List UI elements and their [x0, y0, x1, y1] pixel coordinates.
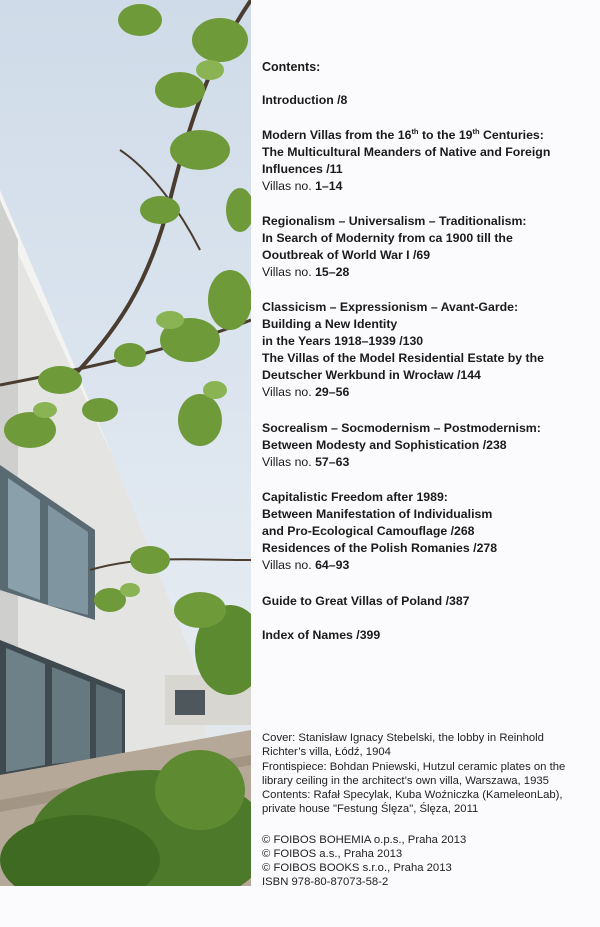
- copyright-line1: © FOIBOS BOHEMIA o.p.s., Praha 2013: [262, 834, 467, 846]
- toc-section3-title-line5: Deutscher Werkbund in Wrocław /144: [262, 368, 481, 382]
- credit-frontispiece-line1: Frontispiece: Bohdan Pniewski, Hutzul ceramic plates on the: [262, 761, 566, 773]
- toc-section3-title-line2: Building a New Identity: [262, 317, 398, 331]
- toc-section4-villas: Villas no. 57–63: [262, 455, 350, 469]
- toc-section2-title-line3: Ooutbreak of World War I /69: [262, 248, 431, 262]
- credit-cover-line2: Richter’s villa, Łódź, 1904: [262, 746, 391, 758]
- copyright-line3: © FOIBOS BOOKS s.r.o., Praha 2013: [262, 862, 452, 874]
- copyright-line2: © FOIBOS a.s., Praha 2013: [262, 848, 403, 860]
- toc-index: Index of Names /399: [262, 628, 381, 642]
- toc-section3-title-line1: Classicism – Expressionism – Avant-Garde:: [262, 300, 519, 314]
- toc-section5-title-line3: and Pro-Ecological Camouflage /268: [262, 524, 475, 538]
- toc-section5-title-line1: Capitalistic Freedom after 1989:: [262, 490, 448, 504]
- isbn: ISBN 978-80-87073-58-2: [262, 876, 389, 888]
- cover-photo: [0, 0, 251, 886]
- toc-section4-title-line2: Between Modesty and Sophistication /238: [262, 438, 507, 452]
- credit-cover-line1: Cover: Stanisław Ignacy Stebelski, the lobby in Reinhold: [262, 732, 544, 744]
- contents-heading: Contents:: [262, 60, 321, 74]
- toc-section4-title-line1: Socrealism – Socmodernism – Postmodernism:: [262, 421, 541, 435]
- toc-guide: Guide to Great Villas of Poland /387: [262, 594, 470, 608]
- credit-frontispiece-line2: library ceiling in the architect’s own villa, Warszawa, 1935: [262, 775, 549, 787]
- villa-photo-illustration: [0, 0, 251, 886]
- toc-section3-title-line3: in the Years 1918–1939 /130: [262, 334, 424, 348]
- toc-section3-title-line4: The Villas of the Model Residential Estate by the: [262, 351, 544, 365]
- toc-section5-villas: Villas no. 64–93: [262, 558, 350, 572]
- toc-section2-title-line2: In Search of Modernity from ca 1900 till the: [262, 231, 513, 245]
- toc-section1-title-line1: Modern Villas from the 16th to the 19th Centuries:: [262, 127, 544, 142]
- credit-contents-line2: private house "Festung Ślęza", Ślęza, 2011: [262, 803, 479, 815]
- toc-section1-villas: Villas no. 1–14: [262, 179, 343, 193]
- credit-contents-line1: Contents: Rafał Specylak, Kuba Woźniczka (KameleonLab),: [262, 789, 563, 801]
- toc-section2-villas: Villas no. 15–28: [262, 265, 350, 279]
- toc-section2-title-line1: Regionalism – Universalism – Traditionalism:: [262, 214, 527, 228]
- toc-introduction: Introduction /8: [262, 93, 348, 107]
- toc-section5-title-line2: Between Manifestation of Individualism: [262, 507, 493, 521]
- toc-section3-villas: Villas no. 29–56: [262, 385, 350, 399]
- toc-section1-title-line2: The Multicultural Meanders of Native and Foreign: [262, 145, 551, 159]
- toc-section5-title-line4: Residences of the Polish Romanies /278: [262, 541, 498, 555]
- toc-section1-title-line3: Influences /11: [262, 162, 343, 176]
